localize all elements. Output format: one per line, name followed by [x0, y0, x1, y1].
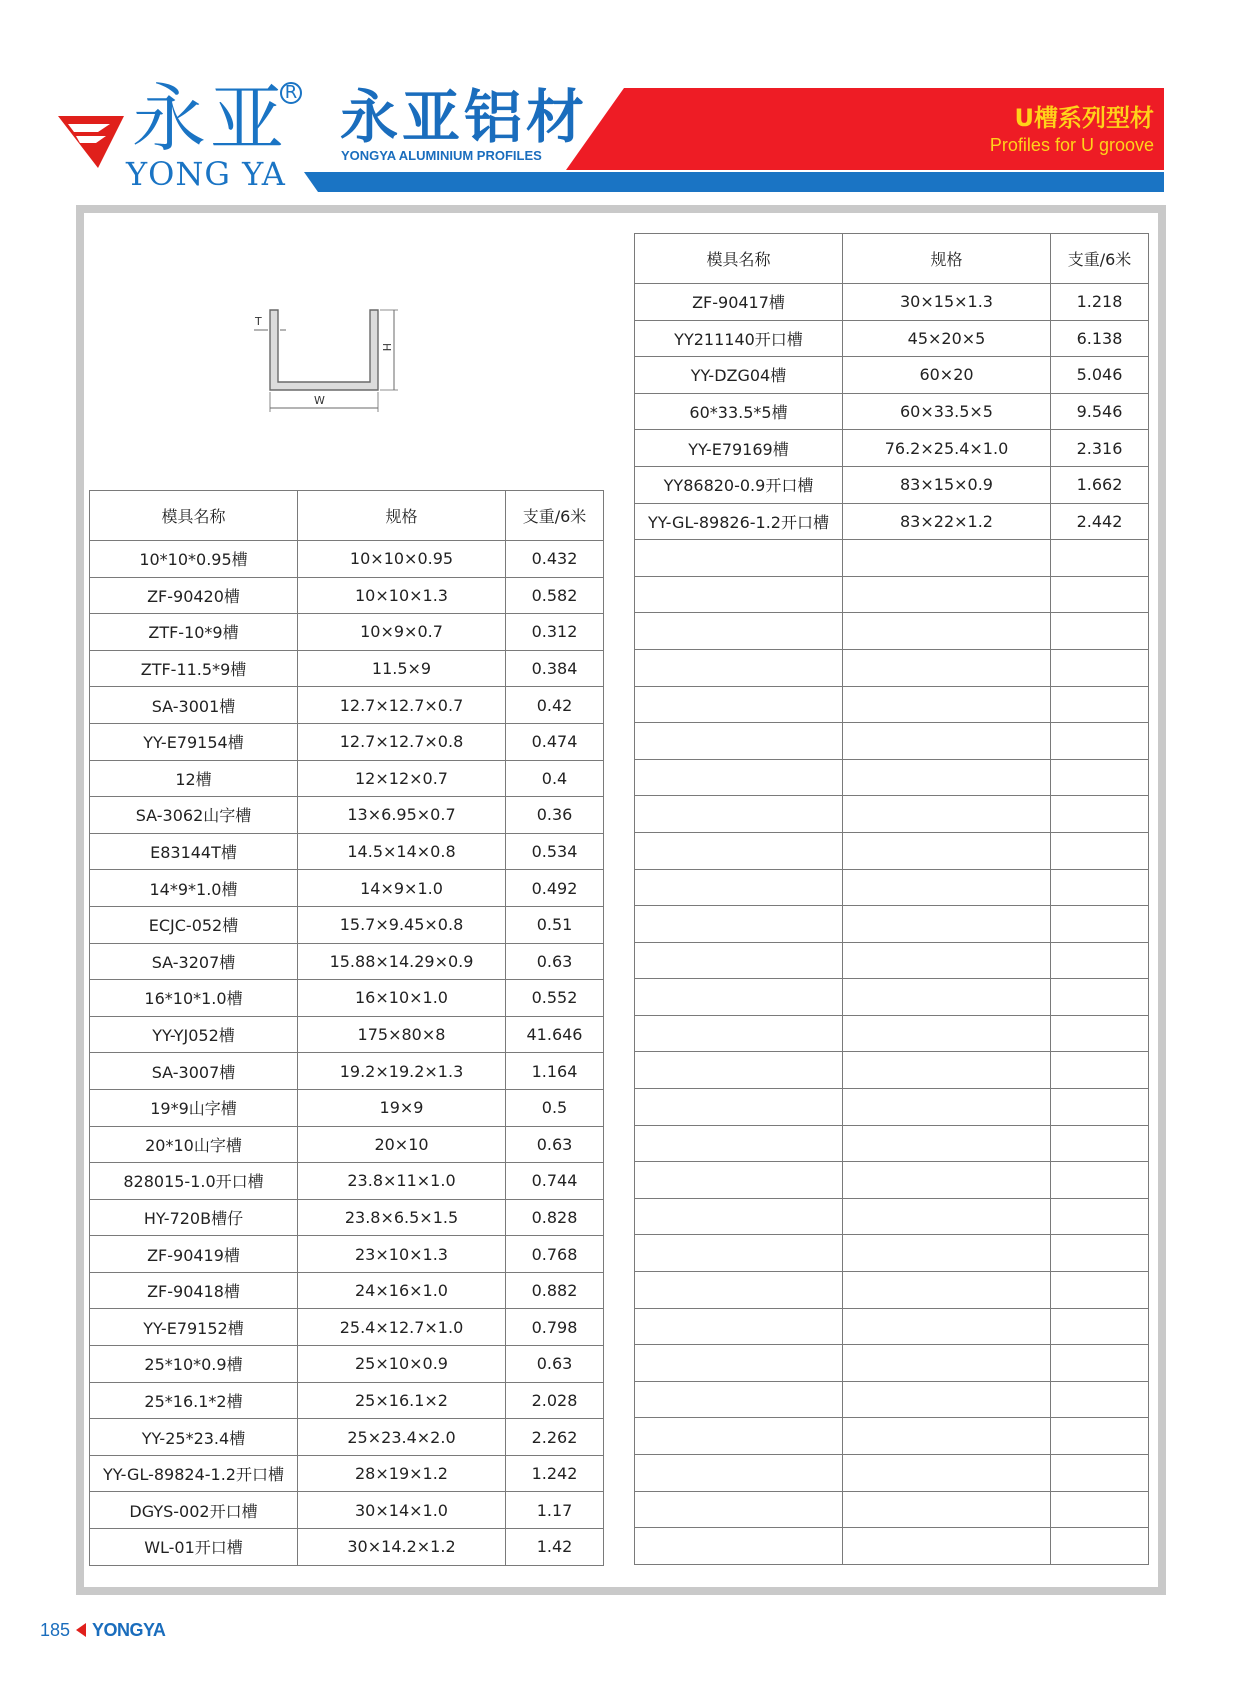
- empty-cell: [1051, 1528, 1149, 1565]
- cell-mold-name: SA-3001槽: [90, 687, 298, 724]
- diagram-label-t: T: [255, 315, 262, 328]
- empty-cell: [843, 1235, 1051, 1272]
- column-header-weight: 支重/6米: [506, 491, 604, 541]
- cell-spec: 12.7×12.7×0.8: [298, 723, 506, 760]
- empty-cell: [635, 832, 843, 869]
- logo-english: YONG YA: [126, 155, 286, 193]
- cell-weight: 0.798: [506, 1309, 604, 1346]
- empty-table-row: [635, 1528, 1149, 1565]
- cell-spec: 14×9×1.0: [298, 870, 506, 907]
- table-row: [90, 1419, 604, 1456]
- cell-spec: 13×6.95×0.7: [298, 797, 506, 834]
- empty-cell: [1051, 1015, 1149, 1052]
- cell-mold-name: ZTF-10*9槽: [90, 614, 298, 651]
- table-row: [90, 1309, 604, 1346]
- cell-mold-name: YY-DZG04槽: [635, 357, 843, 394]
- cell-spec: 15.88×14.29×0.9: [298, 943, 506, 980]
- cell-spec: 175×80×8: [298, 1016, 506, 1053]
- empty-cell: [843, 1272, 1051, 1309]
- empty-cell: [843, 832, 1051, 869]
- empty-table-row: [635, 1272, 1149, 1309]
- empty-cell: [1051, 906, 1149, 943]
- table-row: [635, 393, 1149, 430]
- empty-cell: [635, 1345, 843, 1382]
- empty-cell: [843, 906, 1051, 943]
- table-row: [90, 1382, 604, 1419]
- empty-cell: [843, 869, 1051, 906]
- empty-cell: [635, 1052, 843, 1089]
- cell-weight: 0.63: [506, 1346, 604, 1383]
- cell-weight: 0.4: [506, 760, 604, 797]
- table-row: [90, 1199, 604, 1236]
- empty-table-row: [635, 1308, 1149, 1345]
- empty-cell: [1051, 1052, 1149, 1089]
- table-row: [90, 797, 604, 834]
- cell-spec: 25×16.1×2: [298, 1382, 506, 1419]
- table-row: [90, 1236, 604, 1273]
- table-row: [90, 577, 604, 614]
- cell-weight: 1.218: [1051, 284, 1149, 321]
- cell-mold-name: ZF-90418槽: [90, 1272, 298, 1309]
- cell-mold-name: 25*16.1*2槽: [90, 1382, 298, 1419]
- cell-weight: 0.474: [506, 723, 604, 760]
- empty-cell: [1051, 686, 1149, 723]
- empty-cell: [635, 1235, 843, 1272]
- cell-mold-name: YY-YJ052槽: [90, 1016, 298, 1053]
- diagram-label-h: H: [380, 343, 393, 352]
- table-row: [90, 1492, 604, 1529]
- empty-cell: [843, 1125, 1051, 1162]
- empty-cell: [843, 759, 1051, 796]
- series-title: U槽系列型材: [1014, 104, 1154, 132]
- cell-weight: 0.384: [506, 650, 604, 687]
- empty-cell: [1051, 979, 1149, 1016]
- empty-table-row: [635, 1491, 1149, 1528]
- cell-weight: 0.42: [506, 687, 604, 724]
- empty-cell: [635, 1308, 843, 1345]
- empty-table-row: [635, 1381, 1149, 1418]
- empty-cell: [635, 686, 843, 723]
- empty-table-row: [635, 1089, 1149, 1126]
- empty-cell: [1051, 1089, 1149, 1126]
- cell-mold-name: SA-3007槽: [90, 1053, 298, 1090]
- cell-weight: 1.164: [506, 1053, 604, 1090]
- cell-mold-name: YY86820-0.9开口槽: [635, 466, 843, 503]
- empty-cell: [1051, 1235, 1149, 1272]
- series-subtitle: Profiles for U groove: [989, 135, 1154, 155]
- empty-cell: [843, 1052, 1051, 1089]
- empty-cell: [1051, 796, 1149, 833]
- diagram-label-w: W: [314, 394, 325, 407]
- empty-cell: [635, 1381, 843, 1418]
- cell-mold-name: ECJC-052槽: [90, 906, 298, 943]
- empty-cell: [635, 613, 843, 650]
- empty-cell: [635, 1455, 843, 1492]
- empty-cell: [843, 1491, 1051, 1528]
- cell-mold-name: YY-E79169槽: [635, 430, 843, 467]
- empty-cell: [1051, 649, 1149, 686]
- empty-cell: [1051, 613, 1149, 650]
- empty-cell: [635, 540, 843, 577]
- table-row: [90, 980, 604, 1017]
- empty-table-row: [635, 540, 1149, 577]
- table-row: [90, 723, 604, 760]
- empty-cell: [635, 576, 843, 613]
- cell-mold-name: YY-25*23.4槽: [90, 1419, 298, 1456]
- header-blue-band: [304, 172, 1164, 192]
- empty-table-row: [635, 832, 1149, 869]
- empty-cell: [635, 979, 843, 1016]
- empty-cell: [635, 1418, 843, 1455]
- empty-table-row: [635, 942, 1149, 979]
- empty-table-row: [635, 1418, 1149, 1455]
- logo-chinese: 永亚: [132, 76, 288, 162]
- cell-mold-name: YY211140开口槽: [635, 320, 843, 357]
- empty-cell: [635, 1491, 843, 1528]
- cell-weight: 0.582: [506, 577, 604, 614]
- table-row: [635, 320, 1149, 357]
- empty-cell: [1051, 540, 1149, 577]
- cell-spec: 23.8×6.5×1.5: [298, 1199, 506, 1236]
- cell-mold-name: SA-3062山字槽: [90, 797, 298, 834]
- cell-weight: 0.552: [506, 980, 604, 1017]
- empty-table-row: [635, 906, 1149, 943]
- cell-weight: 2.316: [1051, 430, 1149, 467]
- cell-spec: 60×33.5×5: [843, 393, 1051, 430]
- empty-cell: [843, 1162, 1051, 1199]
- empty-cell: [843, 796, 1051, 833]
- table-row: [90, 1053, 604, 1090]
- empty-cell: [635, 1089, 843, 1126]
- cell-mold-name: 10*10*0.95槽: [90, 541, 298, 578]
- table-row: [90, 1163, 604, 1200]
- table-row: [90, 760, 604, 797]
- cell-mold-name: E83144T槽: [90, 833, 298, 870]
- u-groove-table-right: [634, 233, 1149, 1565]
- table-row: [90, 687, 604, 724]
- cell-weight: 0.492: [506, 870, 604, 907]
- cell-spec: 15.7×9.45×0.8: [298, 906, 506, 943]
- empty-table-row: [635, 869, 1149, 906]
- cell-weight: 0.882: [506, 1272, 604, 1309]
- cell-mold-name: 16*10*1.0槽: [90, 980, 298, 1017]
- table-header-row: [635, 234, 1149, 284]
- empty-cell: [843, 576, 1051, 613]
- cell-spec: 25.4×12.7×1.0: [298, 1309, 506, 1346]
- empty-cell: [843, 686, 1051, 723]
- cell-spec: 28×19×1.2: [298, 1455, 506, 1492]
- empty-cell: [843, 1089, 1051, 1126]
- cell-spec: 10×10×1.3: [298, 577, 506, 614]
- table-row: [90, 870, 604, 907]
- cell-weight: 1.242: [506, 1455, 604, 1492]
- empty-cell: [843, 613, 1051, 650]
- cell-weight: 0.312: [506, 614, 604, 651]
- cell-weight: 9.546: [1051, 393, 1149, 430]
- cell-spec: 23×10×1.3: [298, 1236, 506, 1273]
- cell-weight: 0.768: [506, 1236, 604, 1273]
- table-row: [90, 1272, 604, 1309]
- cell-mold-name: ZF-90419槽: [90, 1236, 298, 1273]
- empty-cell: [1051, 1381, 1149, 1418]
- empty-cell: [1051, 1308, 1149, 1345]
- empty-cell: [843, 1015, 1051, 1052]
- empty-cell: [843, 649, 1051, 686]
- cell-weight: 0.63: [506, 1126, 604, 1163]
- yongya-logo-icon: [58, 112, 124, 168]
- page-footer: [40, 1618, 165, 1642]
- cell-spec: 19.2×19.2×1.3: [298, 1053, 506, 1090]
- cell-spec: 24×16×1.0: [298, 1272, 506, 1309]
- arrow-left-icon: [76, 1623, 86, 1637]
- column-header-spec: 规格: [298, 491, 506, 541]
- empty-cell: [843, 1418, 1051, 1455]
- cell-weight: 0.5: [506, 1089, 604, 1126]
- empty-table-row: [635, 759, 1149, 796]
- cell-mold-name: SA-3207槽: [90, 943, 298, 980]
- cell-spec: 30×14×1.0: [298, 1492, 506, 1529]
- cell-weight: 5.046: [1051, 357, 1149, 394]
- empty-cell: [843, 1528, 1051, 1565]
- cell-spec: 83×22×1.2: [843, 503, 1051, 540]
- cell-spec: 12.7×12.7×0.7: [298, 687, 506, 724]
- cell-spec: 25×10×0.9: [298, 1346, 506, 1383]
- table-row: [635, 503, 1149, 540]
- cell-spec: 16×10×1.0: [298, 980, 506, 1017]
- empty-table-row: [635, 1345, 1149, 1382]
- empty-table-row: [635, 796, 1149, 833]
- empty-cell: [635, 649, 843, 686]
- empty-cell: [635, 1015, 843, 1052]
- u-groove-table-left: [89, 490, 604, 1566]
- cell-weight: 6.138: [1051, 320, 1149, 357]
- table-row: [90, 1346, 604, 1383]
- cell-weight: 1.17: [506, 1492, 604, 1529]
- brand-subtitle: YONGYA ALUMINIUM PROFILES: [341, 148, 542, 163]
- empty-table-row: [635, 649, 1149, 686]
- cell-mold-name: ZF-90417槽: [635, 284, 843, 321]
- cell-spec: 30×15×1.3: [843, 284, 1051, 321]
- cell-spec: 30×14.2×1.2: [298, 1529, 506, 1566]
- cell-spec: 83×15×0.9: [843, 466, 1051, 503]
- empty-cell: [635, 1198, 843, 1235]
- cell-spec: 14.5×14×0.8: [298, 833, 506, 870]
- empty-cell: [635, 942, 843, 979]
- table-row: [90, 906, 604, 943]
- cell-weight: 0.534: [506, 833, 604, 870]
- empty-cell: [1051, 759, 1149, 796]
- table-row: [635, 284, 1149, 321]
- brand-title: 永亚铝材: [340, 83, 589, 151]
- cell-spec: 45×20×5: [843, 320, 1051, 357]
- empty-cell: [843, 979, 1051, 1016]
- empty-table-row: [635, 1455, 1149, 1492]
- empty-cell: [1051, 1418, 1149, 1455]
- empty-table-row: [635, 723, 1149, 760]
- cell-mold-name: YY-E79154槽: [90, 723, 298, 760]
- column-header-weight: 支重/6米: [1051, 234, 1149, 284]
- cell-weight: 0.36: [506, 797, 604, 834]
- empty-cell: [1051, 869, 1149, 906]
- cell-mold-name: WL-01开口槽: [90, 1529, 298, 1566]
- cell-spec: 25×23.4×2.0: [298, 1419, 506, 1456]
- column-header-mold-name: 模具名称: [635, 234, 843, 284]
- empty-cell: [635, 723, 843, 760]
- table-row: [90, 1089, 604, 1126]
- empty-cell: [1051, 1455, 1149, 1492]
- registered-mark: R: [280, 82, 302, 104]
- empty-cell: [1051, 1198, 1149, 1235]
- cell-mold-name: ZTF-11.5*9槽: [90, 650, 298, 687]
- cell-spec: 11.5×9: [298, 650, 506, 687]
- table-row: [90, 650, 604, 687]
- page-number: 185: [40, 1619, 71, 1640]
- cell-weight: 1.662: [1051, 466, 1149, 503]
- table-row: [90, 833, 604, 870]
- empty-cell: [1051, 832, 1149, 869]
- u-channel-diagram: [252, 300, 422, 425]
- cell-spec: 20×10: [298, 1126, 506, 1163]
- empty-table-row: [635, 1235, 1149, 1272]
- table-row: [90, 943, 604, 980]
- empty-cell: [1051, 576, 1149, 613]
- empty-cell: [843, 1345, 1051, 1382]
- cell-weight: 1.42: [506, 1529, 604, 1566]
- empty-table-row: [635, 1162, 1149, 1199]
- empty-cell: [1051, 1491, 1149, 1528]
- cell-weight: 0.51: [506, 906, 604, 943]
- cell-spec: 76.2×25.4×1.0: [843, 430, 1051, 467]
- empty-cell: [635, 1272, 843, 1309]
- empty-table-row: [635, 1015, 1149, 1052]
- cell-mold-name: DGYS-002开口槽: [90, 1492, 298, 1529]
- column-header-spec: 规格: [843, 234, 1051, 284]
- empty-table-row: [635, 979, 1149, 1016]
- empty-cell: [635, 906, 843, 943]
- table-header-row: [90, 491, 604, 541]
- empty-table-row: [635, 1198, 1149, 1235]
- cell-weight: 0.744: [506, 1163, 604, 1200]
- empty-cell: [1051, 1345, 1149, 1382]
- cell-weight: 0.63: [506, 943, 604, 980]
- table-row: [635, 466, 1149, 503]
- empty-table-row: [635, 1125, 1149, 1162]
- empty-cell: [843, 942, 1051, 979]
- cell-mold-name: HY-720B槽仔: [90, 1199, 298, 1236]
- cell-weight: 2.442: [1051, 503, 1149, 540]
- table-row: [90, 1126, 604, 1163]
- cell-spec: 10×10×0.95: [298, 541, 506, 578]
- cell-mold-name: YY-E79152槽: [90, 1309, 298, 1346]
- empty-cell: [635, 869, 843, 906]
- empty-cell: [635, 796, 843, 833]
- empty-cell: [843, 1455, 1051, 1492]
- table-row: [635, 357, 1149, 394]
- cell-mold-name: YY-GL-89826-1.2开口槽: [635, 503, 843, 540]
- cell-mold-name: 828015-1.0开口槽: [90, 1163, 298, 1200]
- table-row: [90, 1016, 604, 1053]
- cell-mold-name: YY-GL-89824-1.2开口槽: [90, 1455, 298, 1492]
- table-row: [90, 541, 604, 578]
- empty-table-row: [635, 576, 1149, 613]
- cell-mold-name: 25*10*0.9槽: [90, 1346, 298, 1383]
- empty-cell: [1051, 1125, 1149, 1162]
- empty-cell: [635, 1125, 843, 1162]
- page-header: [0, 0, 1242, 200]
- empty-table-row: [635, 686, 1149, 723]
- table-row: [635, 430, 1149, 467]
- empty-cell: [1051, 723, 1149, 760]
- table-row: [90, 1455, 604, 1492]
- cell-mold-name: ZF-90420槽: [90, 577, 298, 614]
- cell-mold-name: 12槽: [90, 760, 298, 797]
- table-row: [90, 1529, 604, 1566]
- column-header-mold-name: 模具名称: [90, 491, 298, 541]
- cell-mold-name: 20*10山字槽: [90, 1126, 298, 1163]
- empty-cell: [843, 540, 1051, 577]
- empty-cell: [843, 1381, 1051, 1418]
- empty-cell: [843, 1198, 1051, 1235]
- empty-cell: [635, 759, 843, 796]
- cell-weight: 0.828: [506, 1199, 604, 1236]
- empty-table-row: [635, 1052, 1149, 1089]
- empty-cell: [635, 1528, 843, 1565]
- empty-cell: [635, 1162, 843, 1199]
- cell-spec: 10×9×0.7: [298, 614, 506, 651]
- table-row: [90, 614, 604, 651]
- cell-mold-name: 19*9山字槽: [90, 1089, 298, 1126]
- empty-cell: [1051, 942, 1149, 979]
- footer-brand: YONGYA: [92, 1619, 166, 1640]
- cell-mold-name: 14*9*1.0槽: [90, 870, 298, 907]
- cell-spec: 23.8×11×1.0: [298, 1163, 506, 1200]
- empty-cell: [843, 1308, 1051, 1345]
- cell-spec: 12×12×0.7: [298, 760, 506, 797]
- empty-cell: [1051, 1162, 1149, 1199]
- cell-weight: 2.262: [506, 1419, 604, 1456]
- cell-spec: 60×20: [843, 357, 1051, 394]
- empty-cell: [1051, 1272, 1149, 1309]
- empty-table-row: [635, 613, 1149, 650]
- cell-weight: 2.028: [506, 1382, 604, 1419]
- cell-weight: 0.432: [506, 541, 604, 578]
- cell-weight: 41.646: [506, 1016, 604, 1053]
- cell-mold-name: 60*33.5*5槽: [635, 393, 843, 430]
- empty-cell: [843, 723, 1051, 760]
- cell-spec: 19×9: [298, 1089, 506, 1126]
